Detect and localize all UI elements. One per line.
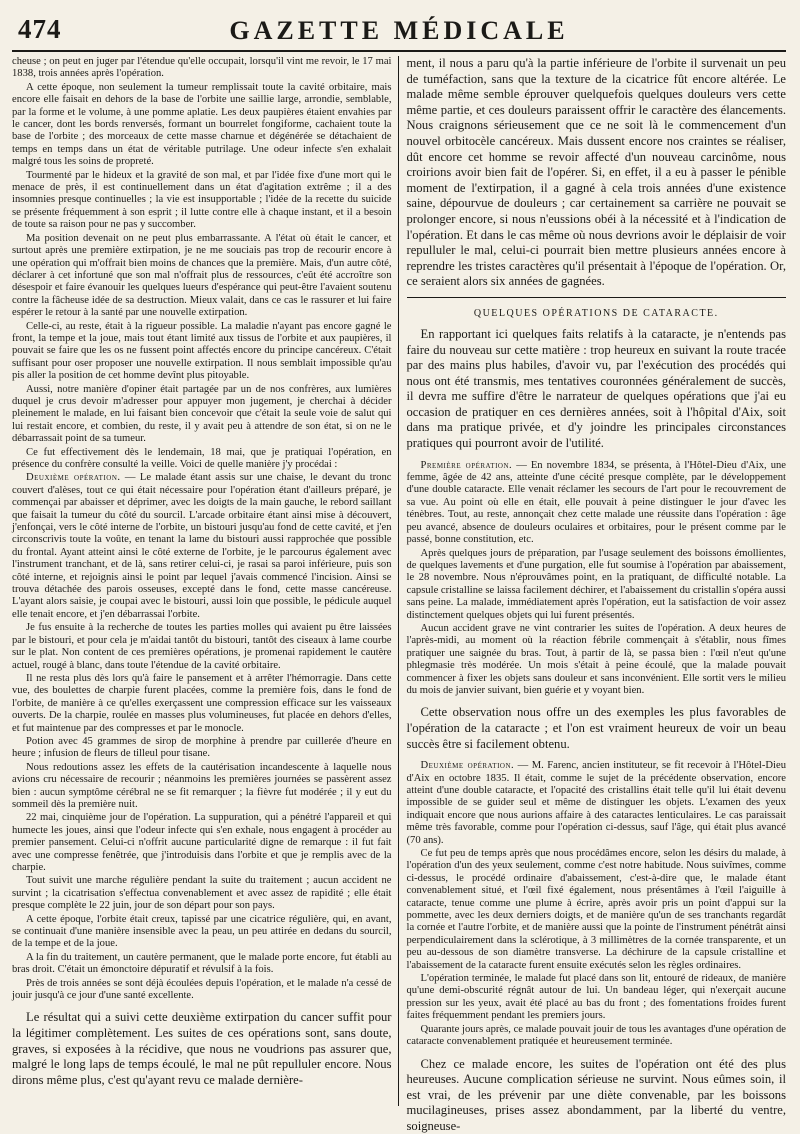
- section-title: QUELQUES OPÉRATIONS DE CATARACTE.: [407, 308, 787, 319]
- journal-title: GAZETTE MÉDICALE: [12, 16, 786, 46]
- paragraph: [407, 460, 787, 547]
- spacer: [407, 753, 787, 760]
- spacer: [407, 1050, 787, 1057]
- page-header: [12, 10, 786, 52]
- paragraph: Ce fut peu de temps après que nous procédâmes encore, selon les désirs du malade, à l'opération d'un des yeux seulement, comme c'est notre habitude. Nous suivîmes, comme ci-dessus, le procédé ordinaire d'abaissement, c'est-à-dire que, le malade étant convenablement situé, et l'œil fixé également, nous présentâmes à l'œil l'aiguille à cataracte, tenue comme une plume à écrire, après avoir pris un point d'appui sur la pommette, avec les deux derniers doigts, et de manière qu'un de ses tranchants regardât la cornée et l'autre l'orbite, et de manière aussi que la pointe de l'instrument pénétrât ainsi perpendiculairement dans la sclérotique, à 3 millimètres de la cornée transparente, et un peu au-dessous de son diamètre transverse. La déchirure de la capsule cristalline et l'abaissement de la cataracte furent ensuite exécutés selon les règles ordinaires.: [407, 848, 787, 972]
- paragraph: Je fus ensuite à la recherche de toutes les parties molles qui avaient pu être laissées par le bistouri, et pour cela je m'aidai tantôt du bistouri, tantôt des ciseaux à lame courbe sur le plat. Non content de ces premières opérations, je promenai rapidement le cautère actuel, rougé à blanc, dans toute l'étendue de la cavité orbitaire.: [12, 622, 392, 672]
- spacer: [12, 1003, 392, 1010]
- paragraph: ment, il nous a paru qu'à la partie inférieure de l'orbite il survenait un peu de tuméfaction, sans que la texture de la cicatrice fût encore altérée. Le malade même semble éprouver quelquefois quelques douleurs vers cette même partie, et ces douleurs paraissent offrir le caractère des élancements. Nous craignons sérieusement que ce ne soit là le commencement d'un nouvel orbitocèle cancéreux. Mais dussent encore nos craintes se réaliser, dût encore cet homme se revoir affecté d'un nouveau carcinôme, nous croirions avoir bien fait de l'opérer. Si, en effet, il a eu à passer le pénible moment de l'extirpation, il a gagné à cela trois années d'une existence saine, dépourvue de douleurs ; car certainement sa carrière ne pouvait se prolonger encore, si nous n'eussions obéi à la nécessité et à l'indication de l'opération. Et dans le cas même où nous devrions avoir le déplaisir de voir repulluler le mal, celui-ci pourrait bien mettre plusieurs années encore à reprendre les tristes caractères qu'il présentait à l'époque de l'opération. Or, ce seraient alors six années de gagnées.: [407, 56, 787, 290]
- spacer: [407, 453, 787, 460]
- spacer: [407, 698, 787, 705]
- paragraph: Ce fut effectivement dès le lendemain, 18 mai, que je pratiquai l'opération, en présence du confrère consulté la veille. Voici de quelle manière j'y procédai :: [12, 447, 392, 472]
- paragraph: Celle-ci, au reste, était à la rigueur possible. La maladie n'ayant pas encore gagné le front, la tempe et la joue, mais tout étant limité aux tissus de l'orbite et aux paupières, il pouvait se faire que les os ne fussent point affectés encore du principe cancéreux. C'était suffisant pour oser proposer une nouvelle extirpation. Il nous semblait impossible qu'au pis aller la position de cet homme devînt plus pitoyable.: [12, 321, 392, 383]
- subheading: Première opération.: [421, 460, 513, 471]
- paragraph: Quarante jours après, ce malade pouvait jouir de tous les avantages d'une opération de cataracte convenablement pratiquée et heureusement terminée.: [407, 1024, 787, 1049]
- paragraph: A la fin du traitement, un cautère permanent, que le malade porte encore, fut établi au bras droit. C'était un émonctoire dépuratif et révulsif à la fois.: [12, 952, 392, 977]
- paragraph: 22 mai, cinquième jour de l'opération. La suppuration, qui a pénétré l'appareil et qui humecte les joues, ainsi que l'odeur infecte qui s'en exhale, nous engagent à procéder au premier pansement. Celui-ci n'offrit aucune particularité digne de remarque : il fut fait avec une compresse fenêtrée, que j'introduisis dans l'orbite et que je remplis avec de la charpie.: [12, 812, 392, 874]
- paragraph: Après quelques jours de préparation, par l'usage seulement des boissons émollientes, de quelques lavements et d'une purgation, elle fut soumise à l'opération par abaissement, le 28 novembre. Nous n'éprouvâmes point, en la pratiquant, de difficulté notable. La capsule cristalline se laissa facilement déchirer, et l'abaissement du cristallin s'opéra aussi sans peine. La malade, immédiatement après l'opération, eut la satisfaction de voir assez distinctement quelques objets qui lui furent présentés.: [407, 548, 787, 622]
- paragraph: [407, 760, 787, 847]
- paragraph: Tourmenté par le hideux et la gravité de son mal, et par l'idée fixe d'une mort qui le menace de près, il est continuellement dans un état d'agitation extrême ; il a des insomnies presque continuelles ; la vie est insupportable ; l'idée de la recette du suicide se présente fréquemment à son esprit ; il lutte contre elle à chaque instant, et il a besoin de toute sa raison pour ne pas y succomber.: [12, 170, 392, 232]
- paragraph: Cette observation nous offre un des exemples les plus favorables de l'opération de la cataracte ; et l'on est vraiment heureux de voir un beau succès être si facilement obtenu.: [407, 705, 787, 752]
- paragraph: cheuse ; on peut en juger par l'étendue qu'elle occupait, lorsqu'il vint me revoir, le 17 mai 1838, trois années après l'opération.: [12, 56, 392, 81]
- subheading: Deuxième opération.: [26, 472, 121, 483]
- article-columns: [12, 56, 786, 1106]
- subheading: Deuxième opération.: [421, 760, 515, 771]
- paragraph: En rapportant ici quelques faits relatifs à la cataracte, je n'entends pas faire du nouveau sur cette matière : trop heureux en suivant la route tracée par des mains plus habiles, d'avoir vu, par l'exécution des procédés qui nous ont été transmis, mes tentatives couronnées généralement de succès, il devra me suffire d'être le narrateur de quelques opérations que j'ai eu occasion de pratiquer en ces dernières années, soit à l'hôpital d'Aix, soit dans ma pratique privée, et d'y joindre les principales circonstances pratiques qui pourront avoir de l'utilité.: [407, 327, 787, 452]
- section-divider: [407, 297, 787, 298]
- page-number: 474: [18, 14, 62, 45]
- paragraph: Près de trois années se sont déjà écoulées depuis l'opération, et le malade n'a cessé de jouir jusqu'à ce jour d'une santé excellente.: [12, 978, 392, 1003]
- paragraph: Nous redoutions assez les effets de la cautérisation incandescente à laquelle nous avions cru nécessaire de recourir ; néanmoins les premières journées se passèrent assez bien : aucun symptôme cérébral ne se fit remarquer ; la fièvre fut modérée ; il y eut du sommeil dès la première nuit.: [12, 762, 392, 812]
- paragraph: Tout suivit une marche régulière pendant la suite du traitement ; aucun accident ne survint ; la cicatrisation s'effectua convenablement et avec assez de rapidité ; elle était presque complète le 22 juin, jour de son départ pour son pays.: [12, 875, 392, 912]
- paragraph: L'opération terminée, le malade fut placé dans son lit, entouré de rideaux, de manière qu'une demi-obscurité régnât autour de lui. Un bandeau léger, qui n'exerçait aucune pression sur les yeux, avait été placé au bas du front ; des fomentations froides furent faites fréquemment pendant les premiers jours.: [407, 973, 787, 1023]
- left-column: [12, 56, 399, 1106]
- paragraph: Ma position devenait on ne peut plus embarrassante. A l'état où était le cancer, et surtout après une première extirpation, je ne me souciais pas trop de recourir encore à une opération qui m'offrait bien moins de chances que la première. Mais, d'un autre côté, déclarer à cet infortuné que son mal n'offrait plus de ressources, c'eût été accroître son désespoir et faire évanouir les quelques lueurs d'espérance qui peut-être l'avaient soutenu contre la fâcheuse idée de sa destruction. Mieux valait, dans ce cas le rassurer et lui faire espérer le retour à la santé par une nouvelle extirpation.: [12, 233, 392, 320]
- paragraph: [12, 472, 392, 621]
- paragraph-text: — M. Farenc, ancien instituteur, se fit recevoir à l'Hôtel-Dieu d'Aix en octobre 1835. Il était, comme le sujet de la précédente observation, encore atteint d'une double cataracte, et l'opacité des cristallins était telle qu'il lui était devenu impossible de se guider seul et même de distinguer les objets. L'examen des yeux indiquait encore que nous aurions affaire à des cataractes lenticulaires. Le cas paraissait même très favorable, comme pour l'opération ci-dessus, sauf l'âge, qui était plus avancé (70 ans).: [407, 760, 787, 845]
- paragraph-text: — En novembre 1834, se présenta, à l'Hôtel-Dieu d'Aix, une femme, âgée de 42 ans, atteinte d'une cécité presque complète, par le développement d'une double cataracte. Elle venait réclamer les secours de l'art pour le recouvrement de sa vue. Au point où elle en était, elle pouvait à peine distinguer le jour d'avec les ténèbres. Tout, au reste, annonçait chez cette malade une réussite dans l'opération : âge peu avancé, absence de douleurs oculaires et orbitaires, pour le présent comme par le passé, bonne constitution, etc.: [407, 460, 787, 545]
- paragraph: Aussi, notre manière d'opiner était partagée par un de nos confrères, aux lumières duquel je crus devoir m'adresser pour appuyer mon jugement, je cherchai à décider pleinement le malade, en lui faisant bien concevoir que c'était la seule voie de salut qui lui restait encore, et combien, du reste, il y avait peu à attendre de son état, si on ne le débarrassait point de sa tumeur.: [12, 384, 392, 446]
- paragraph-text: — Le malade étant assis sur une chaise, le devant du tronc couvert d'alèses, tout ce qui était nécessaire pour l'opération étant d'ailleurs préparé, je commençai par abaisser et déprimer, avec les doigts de la main gauche, le rebord saillant que faisait la tumeur du côté du sourcil. L'arcade orbitaire étant ainsi mise à découvert, j'enfonçai, vers le côté interne de l'orbite, un bistouri jusqu'au fond de cette cavité, et j'en circonscrivis toute la voûte, en tenant la lame du bistouri aussi rapprochée que possible du frontal. Ayant atteint ainsi le côté externe de l'orbite, je le parcourus également avec l'instrument tranchant, et de là, sans retirer celui-ci, je rasai sa paroi inférieure, puis son côté interne, et rejoignis ainsi le point par lequel j'avais commencé l'incision. Ainsi se trouva détachée des parois osseuses, excepté dans le fond, cette masse cancéreuse. L'ayant alors saisie, je coupai avec le bistouri, aussi loin que possible, le pédicule auquel elle tenait encore, et j'en débarrassai l'orbite.: [12, 472, 392, 619]
- paragraph: A cette époque, non seulement la tumeur remplissait toute la cavité orbitaire, mais encore elle faisait en dehors de la base de l'orbite une saillie large, arrondie, semblable, par la forme et le volume, à une pomme aplatie. Les deux paupières étaient envahies par le cancer, dont les bords renversés, formant un bourrelet fongiforme, cachaient toute la base de l'orbite ; des morceaux de cette masse charnue et dégénérée se détachaient de temps en temps dans un état de véritable putrilage. Une odeur infecte s'en exhalait malgré tous les soins de propreté.: [12, 82, 392, 169]
- paragraph: Aucun accident grave ne vint contrarier les suites de l'opération. A deux heures de l'après-midi, au moment où la réaction fébrile commençait à s'établir, nous fîmes pratiquer une saignée du bras. Tout, à partir de là, se passa bien : l'œil n'eut qu'une phlegmasie très modérée. Un mois s'était à peine écoulé, que la malade pouvait commencer à fixer les objets sans douleur et sans inconvénient. Elle sortit vers le milieu du mois de janvier suivant, bien guérie et y voyant bien.: [407, 623, 787, 697]
- right-column: [399, 56, 787, 1106]
- paragraph: Potion avec 45 grammes de sirop de morphine à prendre par cuillerée d'heure en heure ; infusion de fleurs de tilleul pour tisane.: [12, 736, 392, 761]
- paragraph: Chez ce malade encore, les suites de l'opération ont été des plus heureuses. Aucune complication sérieuse ne survint. Nous eûmes soin, il est vrai, de les prévenir par une diète convenable, par les boissons mucilagineuses, prises assez abondamment, par la liberté du ventre, soigneuse-: [407, 1057, 787, 1134]
- paragraph: Le résultat qui a suivi cette deuxième extirpation du cancer suffit pour la légitimer complètement. Les suites de ces opérations sont, sans doute, graves, si exposées à la récidive, que nous ne voudrions pas assurer que, malgré le long laps de temps écoulé, le mal ne pût repulluler encore. Nous dirons même plus, c'est qu'ayant revu ce malade dernière-: [12, 1010, 392, 1088]
- paragraph: A cette époque, l'orbite était creux, tapissé par une cicatrice régulière, qui, en avant, se continuait d'une manière insensible avec la peau, un peu attirée en dedans du sourcil, de la tempe et de la joue.: [12, 914, 392, 951]
- paragraph: Il ne resta plus dès lors qu'à faire le pansement et à arrêter l'hémorragie. Dans cette vue, des boulettes de charpie furent placées, comme la première fois, dans le fond de l'orbite, de manière à ce qu'elles exerçassent une compression efficace sur les vaisseaux ouverts. De la charpie, roulée en masses plus volumineuses, fut placée en dehors d'elles, et fut maintenue par des compresses et par le monocle.: [12, 673, 392, 735]
